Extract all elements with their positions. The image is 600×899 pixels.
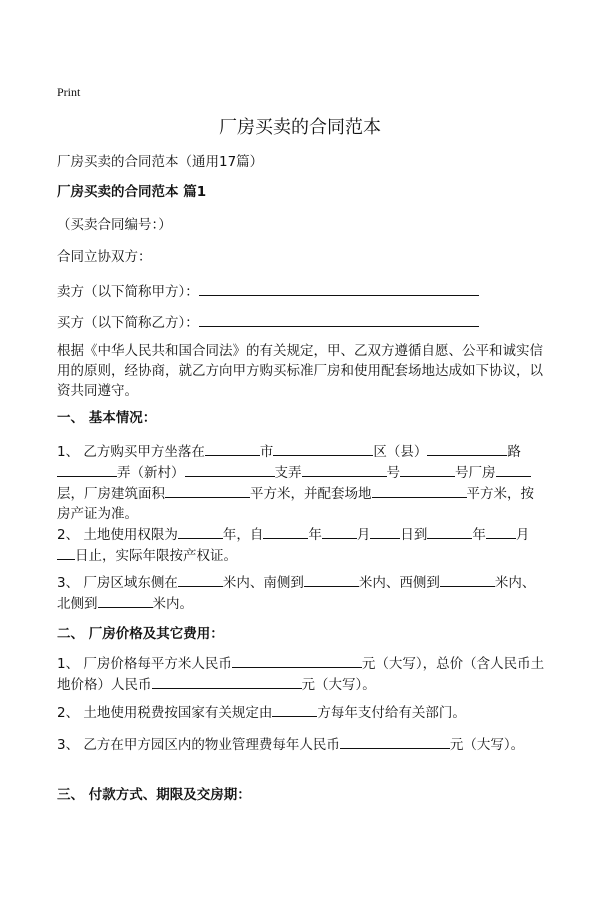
text: 支弄 xyxy=(274,465,302,481)
blank xyxy=(57,462,117,477)
text: 米内、西侧到 xyxy=(358,575,440,591)
text: 日止，实际年限按产权证。 xyxy=(75,548,237,564)
blank xyxy=(370,524,400,539)
contract-number: （买卖合同编号：） xyxy=(57,217,172,233)
text: 3、 厂房区域东侧在 xyxy=(57,575,178,591)
blank xyxy=(232,653,362,668)
text: 1、 厂房价格每平方米人民币 xyxy=(57,656,232,672)
print-label: Print xyxy=(57,85,81,99)
heading-payment: 三、 付款方式、期限及交房期： xyxy=(57,787,251,803)
clause-1-3 xyxy=(57,572,547,614)
text: 年，自 xyxy=(222,527,264,543)
blank xyxy=(427,524,472,539)
text: 月 xyxy=(515,527,530,543)
seller-blank xyxy=(199,281,479,296)
buyer-label: 买方（以下简称乙方）： xyxy=(57,315,199,331)
heading-price: 二、 厂房价格及其它费用： xyxy=(57,626,224,642)
text: 区（县） xyxy=(373,444,428,460)
blank xyxy=(486,524,516,539)
clause-2-1 xyxy=(57,653,547,695)
blank xyxy=(304,572,359,587)
text: 平方米，并配套场地 xyxy=(250,486,372,502)
blank xyxy=(273,441,373,456)
clause-2-2 xyxy=(57,702,547,723)
blank xyxy=(185,462,275,477)
blank xyxy=(340,734,450,749)
text: 方每年支付给有关部门。 xyxy=(317,705,466,721)
clause-1-1 xyxy=(57,441,547,524)
text: 月 xyxy=(356,527,371,543)
blank xyxy=(152,674,302,689)
text: 平方米，按房产证为准。 xyxy=(57,486,534,522)
seller-label: 卖方（以下简称甲方）： xyxy=(57,284,199,300)
text: 米内、北侧到 xyxy=(57,575,536,612)
blank xyxy=(57,545,75,560)
text: 1、 乙方购买甲方坐落在 xyxy=(57,444,205,460)
blank xyxy=(178,572,223,587)
blank xyxy=(322,524,357,539)
blank xyxy=(178,524,223,539)
text: 元（大写）。 xyxy=(449,737,525,753)
blank xyxy=(440,572,495,587)
seller-line xyxy=(57,281,547,302)
text: 年 xyxy=(472,527,486,543)
blank xyxy=(372,483,467,498)
heading-basic-info: 一、 基本情况： xyxy=(57,410,157,426)
blank xyxy=(263,524,308,539)
subtitle: 厂房买卖的合同范本（通用17篇） xyxy=(57,154,264,170)
text: 年 xyxy=(308,527,322,543)
section-title: 厂房买卖的合同范本 篇1 xyxy=(57,184,207,200)
text: 2、 土地使用权限为 xyxy=(57,527,178,543)
blank xyxy=(302,462,387,477)
text: 米内。 xyxy=(152,596,193,612)
buyer-line xyxy=(57,312,547,333)
text: 层，厂房建筑面积 xyxy=(57,486,165,502)
clause-1-2 xyxy=(57,524,547,566)
text: 号 xyxy=(386,465,400,481)
text: 市 xyxy=(259,444,274,460)
blank xyxy=(496,462,531,477)
text: 日到 xyxy=(400,527,428,543)
text: 2、 土地使用税费按国家有关规定由 xyxy=(57,705,273,721)
text: 路 xyxy=(507,444,521,460)
clause-2-3 xyxy=(57,734,547,755)
text: 米内、南侧到 xyxy=(222,575,304,591)
text: 3、 乙方在甲方园区内的物业管理费每年人民币 xyxy=(57,737,340,753)
blank xyxy=(427,441,507,456)
buyer-blank xyxy=(199,312,479,327)
blank xyxy=(165,483,250,498)
parties-label: 合同立协双方： xyxy=(57,249,152,265)
blank xyxy=(400,462,455,477)
text: 元（大写）。 xyxy=(301,677,376,693)
text: 弄（新村） xyxy=(117,465,185,481)
text: 元（大写），总价（含人民币土地价格）人民币 xyxy=(57,656,545,693)
blank xyxy=(205,441,260,456)
blank xyxy=(272,702,317,717)
text: 号厂房 xyxy=(455,465,496,481)
intro-paragraph: 根据《中华人民共和国合同法》的有关规定，甲、乙双方遵循自愿、公平和诚实信用的原则，经协商，就乙方向甲方购买标准厂房和使用配套场地达成如下协议，以资共同遵守。 xyxy=(57,343,543,399)
blank xyxy=(98,593,153,608)
document-title: 厂房买卖的合同范本 xyxy=(219,117,381,138)
